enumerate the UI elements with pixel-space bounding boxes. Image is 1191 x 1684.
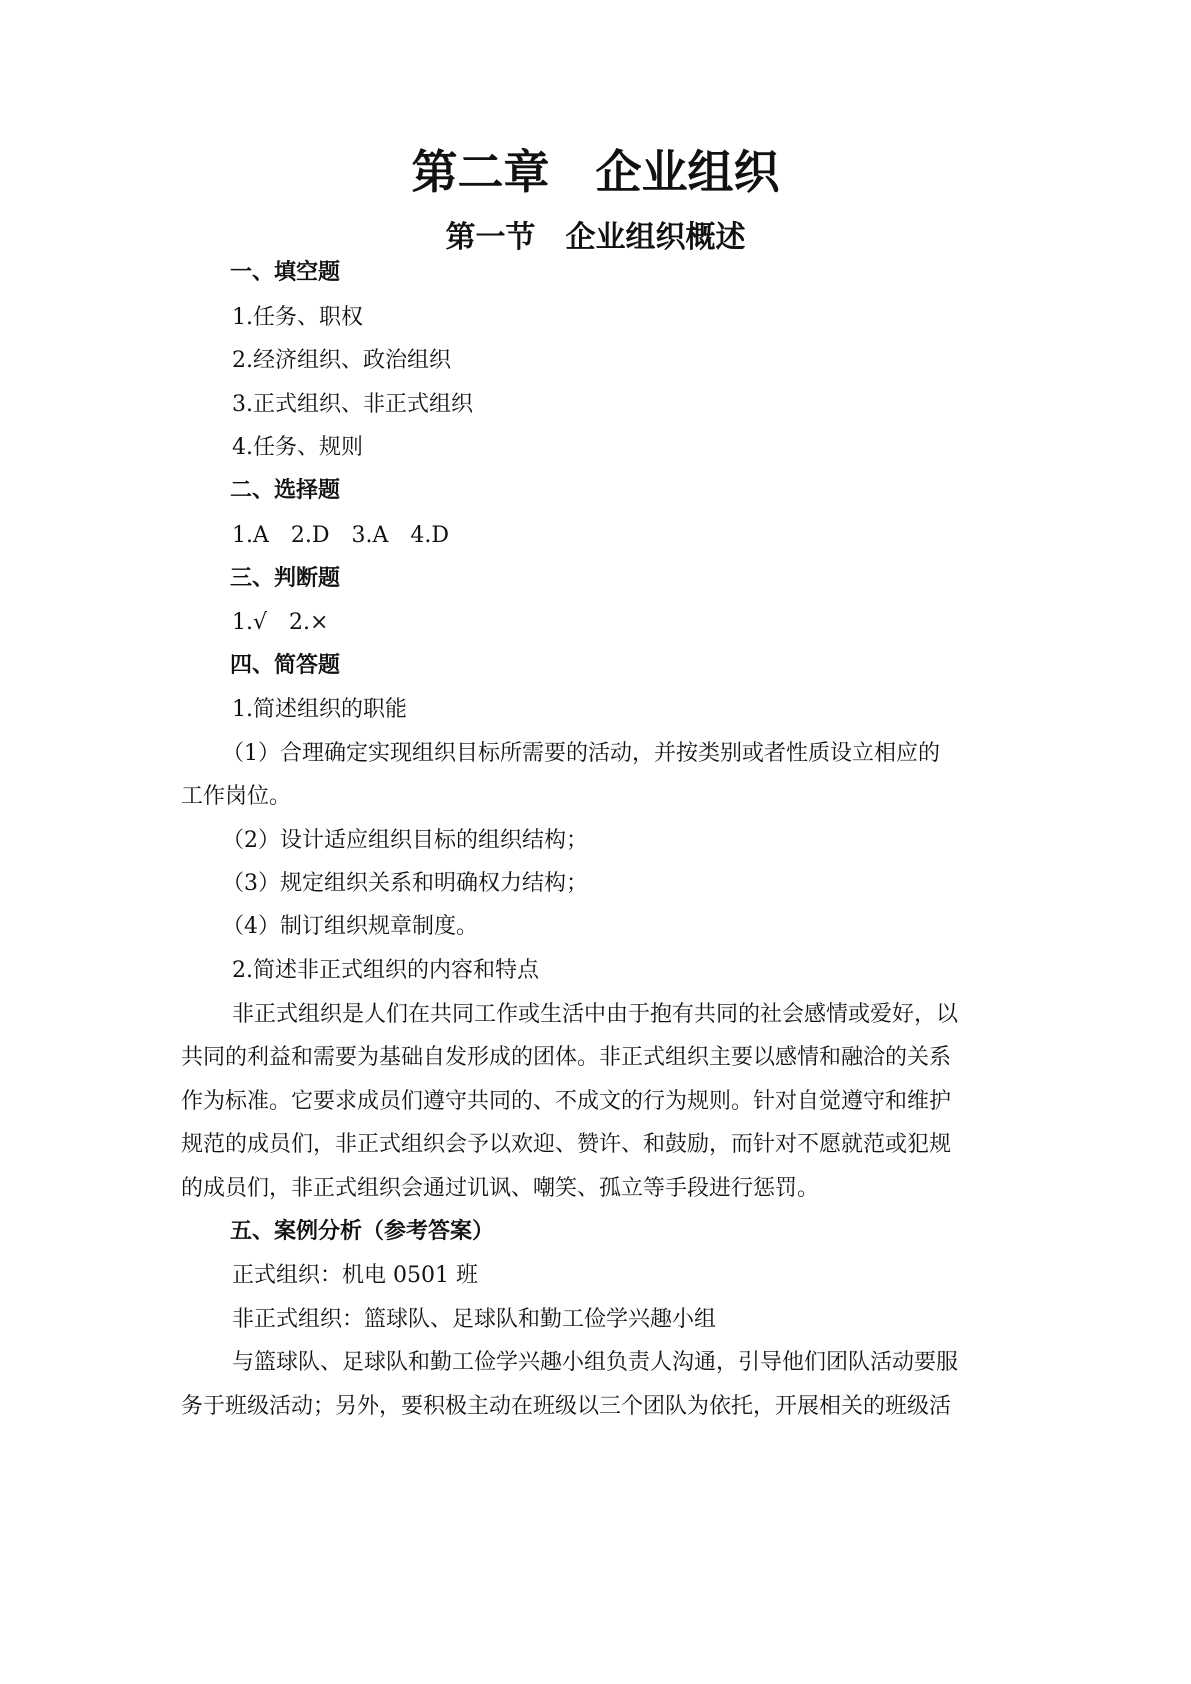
part4-heading: 四、简答题 — [230, 653, 341, 678]
paragraph-line: （2）设计适应组织目标的组织结构； — [222, 828, 588, 853]
informal-organization: 非正式组织：篮球队、足球队和勤工俭学兴趣小组 — [232, 1307, 717, 1332]
paragraph-line: 务于班级活动；另外，要积极主动在班级以三个团队为依托，开展相关的班级活 — [181, 1394, 952, 1419]
paragraph-line: 与篮球队、足球队和勤工俭学兴趣小组负责人沟通，引导他们团队活动要服 — [232, 1350, 959, 1375]
part3-answers: 1.√ 2.× — [232, 610, 329, 635]
part1-item: 2.经济组织、政治组织 — [232, 348, 451, 373]
paragraph-line: 工作岗位。 — [181, 784, 292, 809]
part1-heading: 一、填空题 — [230, 260, 341, 285]
question-title: 2.简述非正式组织的内容和特点 — [232, 958, 539, 983]
paragraph-line: （4）制订组织规章制度。 — [222, 914, 478, 939]
part1-item: 3.正式组织、非正式组织 — [232, 392, 473, 417]
paragraph-line: 的成员们，非正式组织会通过讥讽、嘲笑、孤立等手段进行惩罚。 — [181, 1176, 820, 1201]
paragraph-line: 非正式组织是人们在共同工作或生活中由于抱有共同的社会感情或爱好，以 — [232, 1002, 959, 1027]
part3-heading: 三、判断题 — [230, 566, 341, 591]
paragraph-line: 作为标准。它要求成员们遵守共同的、不成文的行为规则。针对自觉遵守和维护 — [181, 1089, 952, 1114]
part2-heading: 二、选择题 — [230, 478, 341, 503]
formal-organization: 正式组织：机电 0501 班 — [232, 1263, 478, 1288]
part1-item: 4.任务、规则 — [232, 435, 363, 460]
part1-item: 1.任务、职权 — [232, 305, 363, 330]
part5-heading: 五、案例分析（参考答案） — [230, 1219, 495, 1244]
paragraph-line: （3）规定组织关系和明确权力结构； — [222, 871, 588, 896]
part2-answers: 1.A 2.D 3.A 4.D — [232, 523, 450, 548]
section-title: 第一节 企业组织概述 — [445, 220, 746, 255]
paragraph-line: （1）合理确定实现组织目标所需要的活动，并按类别或者性质设立相应的 — [222, 741, 940, 766]
paragraph-line: 共同的利益和需要为基础自发形成的团体。非正式组织主要以感情和融洽的关系 — [181, 1045, 952, 1070]
chapter-title: 第二章 企业组织 — [411, 145, 780, 199]
paragraph-line: 规范的成员们，非正式组织会予以欢迎、赞许、和鼓励，而针对不愿就范或犯规 — [181, 1132, 952, 1157]
question-title: 1.简述组织的职能 — [232, 697, 407, 722]
